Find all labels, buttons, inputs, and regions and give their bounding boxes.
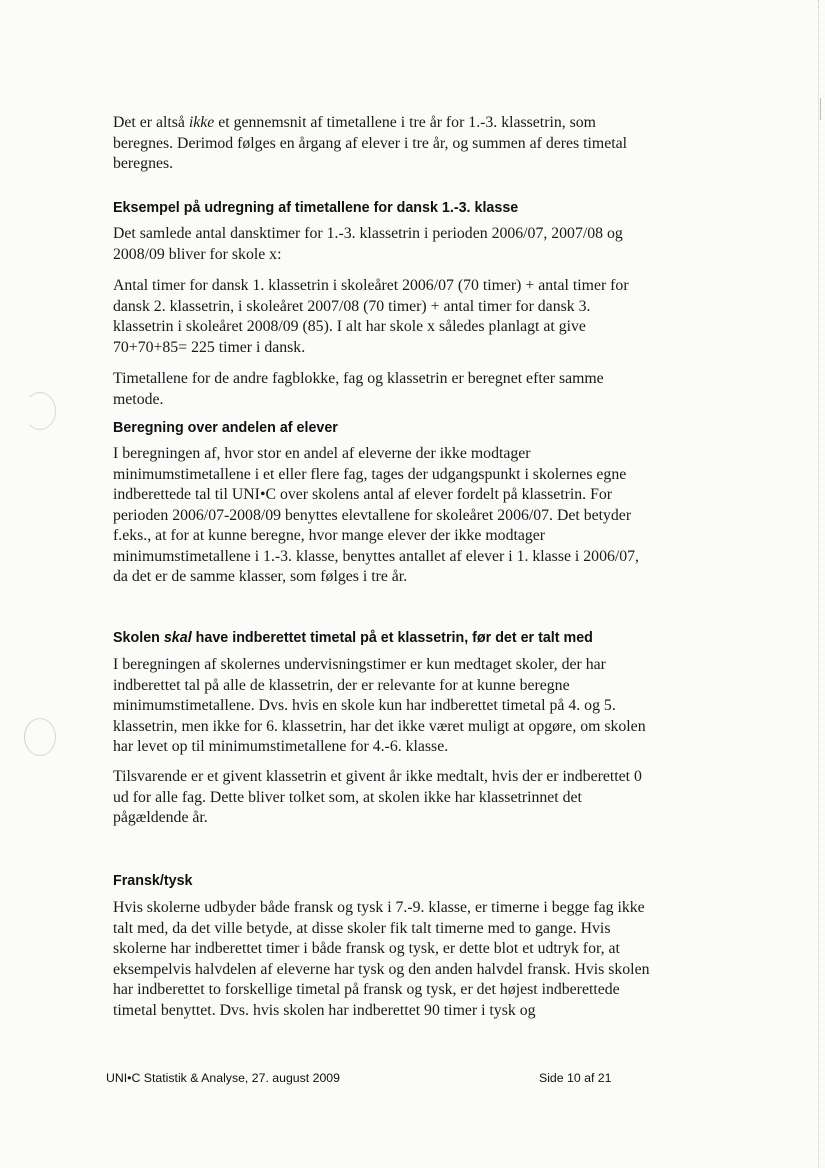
- reported-section: [113, 629, 653, 647]
- punch-hole-mark: [24, 392, 56, 430]
- students-heading: Beregning over andelen af elever: [113, 420, 338, 436]
- students-paragraph: I beregningen af, hvor stor en andel af eleverne der ikke modtager minimumstimetallene i et eller flere fag, tages der udgangspunkt i skolernes egne indberettede tal til UNI•C over skolens antal af elever fordelt på klassetrin. For perioden 2006/07-2008/09 benyttes elevtallene for skoleåret 2006/07. Det betyder f.eks., at for at kunne beregne, hvor mange elever der ikke modtager minimumstimetallene i 1.-3. klasse, benyttes antallet af elever i 1. klasse i 2006/07, da det er de samme klasser, som følges i tre år.: [113, 445, 639, 585]
- intro-paragraph-block: [113, 113, 653, 175]
- example-paragraph-2: Antal timer for dansk 1. klassetrin i skoleåret 2006/07 (70 timer) + antal timer for dansk 2. klassetrin, i skoleåret 2007/08 (70 timer) + antal timer for dansk 3. klassetrin i skoleåret 2008/09 (85). I alt har skole x således planlagt at give 70+70+85= 225 timer i dansk.: [113, 277, 629, 356]
- example-paragraph-3-block: [113, 369, 653, 410]
- reported-paragraph-2: Tilsvarende er et givent klassetrin et givent år ikke medtalt, hvis der er indberettet 0 ud for alle fag. Dette bliver tolket som, at skolen ikke har klassetrinnet det pågældende år.: [113, 768, 642, 826]
- language-paragraph-block: [113, 898, 653, 1021]
- language-paragraph: Hvis skolerne udbyder både fransk og tysk i 7.-9. klasse, er timerne i begge fag ikke talt med, da det ville betyde, at disse skoler fik talt timerne med to gange. Hvis skolerne har indberettet timer i både fransk og tysk, er dette blot et udtryk for, at eksempelvis halvdelen af eleverne har tysk og den anden halvdel fransk. Hvis skolen har indberettet to forskellige timetal på fransk og tysk, er det højest indberettede timetal benyttet. Dvs. hvis skolen har indberettet 90 timer i tysk og: [113, 899, 650, 1019]
- reported-paragraph-1: I beregningen af skolernes undervisningstimer er kun medtaget skoler, der har indberettet tal på alle de klassetrin, der er relevante for at kunne beregne minimumstimetallene. Dvs. hvis en skole kun har indberettet timetal på 4. og 5. klassetrin, men ikke for 6. klassetrin, har det ikke været muligt at opgøre, om skolen har levet op til minimumstimetallene for 4.-6. klasse.: [113, 656, 646, 755]
- language-section: [113, 872, 653, 890]
- intro-paragraph: [113, 113, 653, 175]
- footer-source: UNI•C Statistik & Analyse, 27. august 2009: [106, 1071, 340, 1085]
- students-section: [113, 419, 653, 437]
- example-paragraph-2-block: [113, 276, 653, 358]
- scan-edge-mark: [810, 98, 821, 120]
- example-section: [113, 199, 653, 217]
- footer-page-number: Side 10 af 21: [539, 1071, 612, 1085]
- punch-hole-mark: [24, 718, 56, 756]
- reported-heading-start: Skolen: [113, 630, 164, 646]
- scan-edge-line: [817, 0, 819, 1168]
- reported-paragraph-1-block: [113, 655, 653, 758]
- example-paragraph-3: Timetallene for de andre fagblokke, fag og klassetrin er beregnet efter samme metode.: [113, 370, 604, 408]
- example-paragraph-1: Det samlede antal dansktimer for 1.-3. klassetrin i perioden 2006/07, 2007/08 og 2008/09 bliver for skole x:: [113, 225, 623, 263]
- reported-heading-emphasis: skal: [163, 630, 192, 646]
- intro-emphasis: ikke: [188, 114, 215, 131]
- example-heading: Eksempel på udregning af timetallene for dansk 1.-3. klasse: [113, 200, 519, 216]
- language-heading: Fransk/tysk: [113, 873, 193, 889]
- example-paragraph-1-block: [113, 224, 653, 265]
- reported-heading: [113, 629, 653, 647]
- students-paragraph-block: [113, 444, 653, 588]
- reported-paragraph-2-block: [113, 767, 653, 829]
- intro-text-start: Det er altså: [113, 114, 189, 131]
- intro-text-end: et gennemsnit af timetallene i tre år for 1.-3. klassetrin, som beregnes. Derimod følges en årgang af elever i tre år, og summen af deres timetal beregnes.: [113, 114, 628, 172]
- reported-heading-end: have indberettet timetal på et klassetrin, før det er talt med: [191, 630, 593, 646]
